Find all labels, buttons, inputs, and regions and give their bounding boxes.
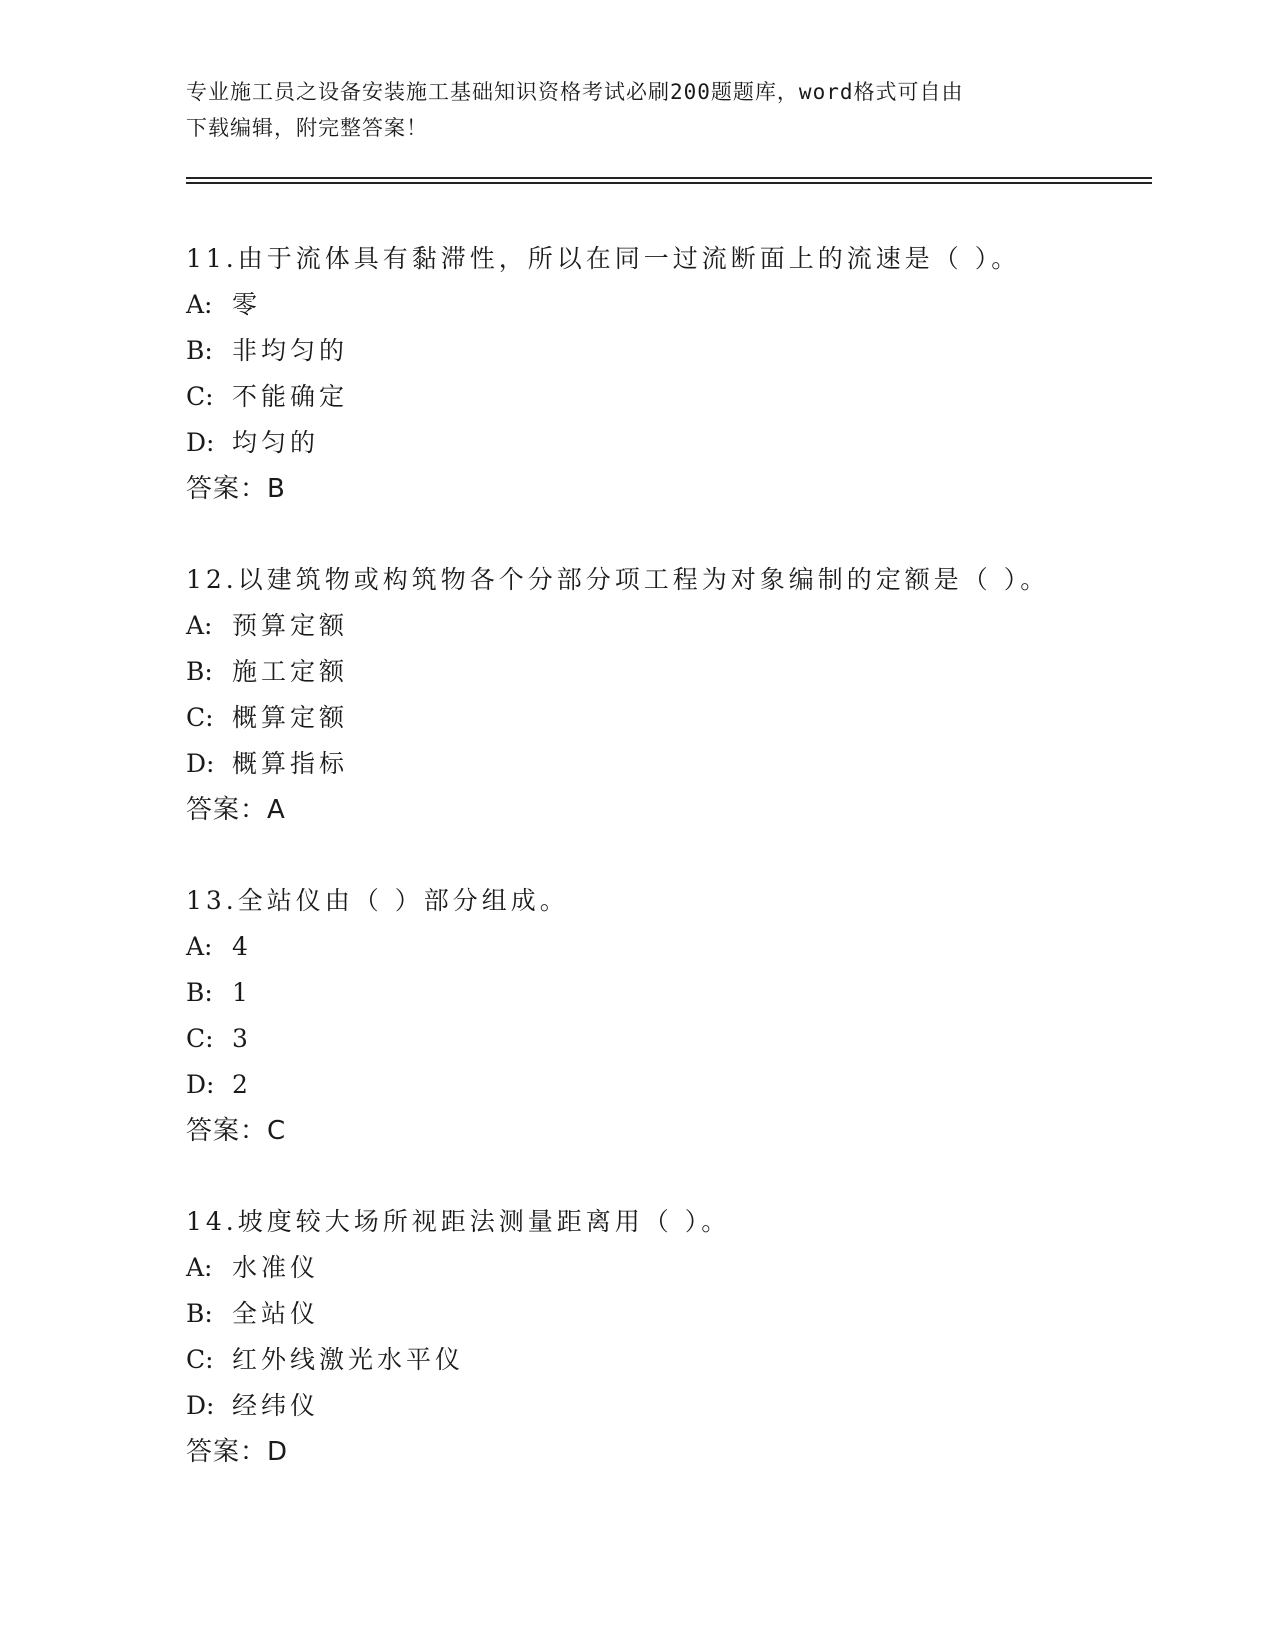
option-text: 2	[232, 1070, 252, 1099]
option-key: B:	[186, 336, 213, 365]
question-stem: 14.坡度较大场所视距法测量距离用（ ）。	[186, 1207, 731, 1236]
option-key: B:	[186, 657, 213, 686]
option-key: A:	[186, 1253, 213, 1282]
option-text: 零	[232, 290, 262, 319]
option-text: 经纬仪	[232, 1391, 320, 1420]
option-key: D:	[186, 1070, 215, 1099]
option-text: 1	[232, 978, 252, 1007]
option-key: B:	[186, 1299, 213, 1328]
option-a	[186, 603, 1152, 649]
option-text: 施工定额	[232, 657, 349, 686]
option-d	[186, 1383, 1152, 1429]
question-item	[186, 878, 1152, 1154]
option-key: D:	[186, 428, 215, 457]
question-item	[186, 557, 1152, 833]
option-b	[186, 1291, 1152, 1337]
option-b	[186, 649, 1152, 695]
question-stem: 11.由于流体具有黏滞性，所以在同一过流断面上的流速是（ ）。	[186, 244, 1021, 273]
header-divider-top	[186, 177, 1152, 179]
option-a	[186, 924, 1152, 970]
option-text: 3	[232, 1024, 252, 1053]
option-text: 预算定额	[232, 611, 349, 640]
option-key: D:	[186, 1391, 215, 1420]
option-key: D:	[186, 749, 215, 778]
answer-line: 答案：C	[186, 1116, 287, 1146]
option-key: A:	[186, 290, 213, 319]
option-text: 不能确定	[232, 382, 349, 411]
option-text: 概算定额	[232, 703, 349, 732]
option-text: 概算指标	[232, 749, 349, 778]
option-key: C:	[186, 1024, 214, 1053]
option-c	[186, 374, 1152, 420]
question-stem: 13.全站仪由（ ）部分组成。	[186, 886, 569, 915]
option-b	[186, 970, 1152, 1016]
option-text: 均匀的	[232, 428, 320, 457]
option-c	[186, 1016, 1152, 1062]
option-text: 非均匀的	[232, 336, 349, 365]
header-line-2: 下载编辑，附完整答案！	[186, 116, 428, 140]
question-list	[186, 236, 1152, 1520]
option-d	[186, 1062, 1152, 1108]
answer-line: 答案：B	[186, 474, 286, 504]
header-divider-bottom	[186, 182, 1152, 184]
option-text: 水准仪	[232, 1253, 320, 1282]
question-item	[186, 1199, 1152, 1475]
document-header	[186, 74, 1066, 146]
option-a	[186, 282, 1152, 328]
answer-line: 答案：A	[186, 795, 286, 825]
option-key: C:	[186, 1345, 214, 1374]
header-line-1: 专业施工员之设备安装施工基础知识资格考试必刷200题题库，word格式可自由	[186, 80, 964, 104]
option-d	[186, 420, 1152, 466]
question-item	[186, 236, 1152, 512]
question-stem: 12.以建筑物或构筑物各个分部分项工程为对象编制的定额是（ ）。	[186, 565, 1050, 594]
option-c	[186, 1337, 1152, 1383]
option-key: C:	[186, 703, 214, 732]
option-key: C:	[186, 382, 214, 411]
option-key: A:	[186, 611, 213, 640]
option-key: A:	[186, 932, 213, 961]
answer-line: 答案：D	[186, 1437, 289, 1467]
option-b	[186, 328, 1152, 374]
option-text: 红外线激光水平仪	[232, 1345, 465, 1374]
option-text: 4	[232, 932, 252, 961]
option-key: B:	[186, 978, 213, 1007]
option-a	[186, 1245, 1152, 1291]
option-c	[186, 695, 1152, 741]
option-d	[186, 741, 1152, 787]
option-text: 全站仪	[232, 1299, 320, 1328]
